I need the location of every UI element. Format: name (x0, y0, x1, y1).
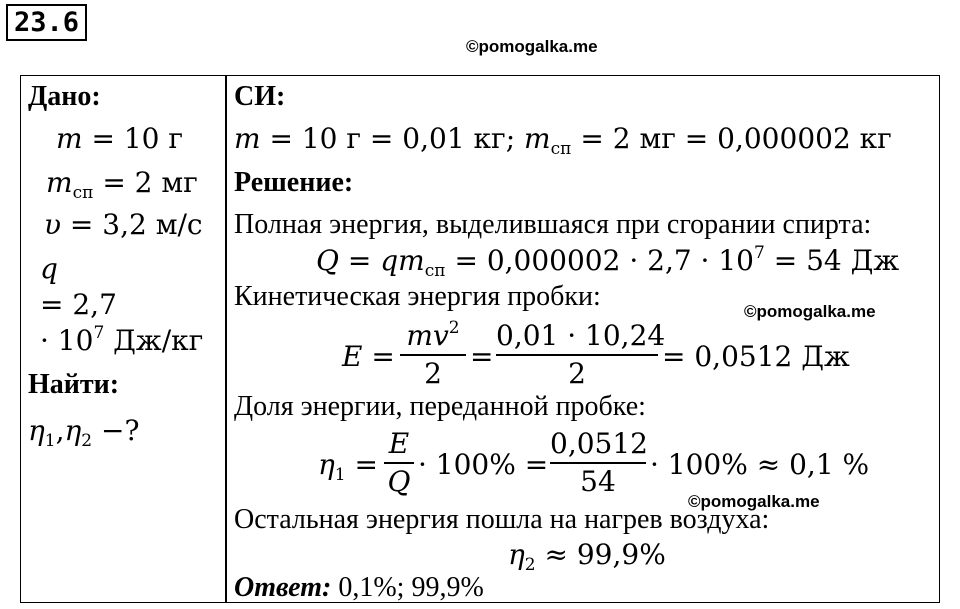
eq2-result: = 0,0512 Дж (662, 340, 850, 373)
eq3-middle: · 100% = (418, 448, 549, 481)
problem-number: 23.6 (6, 4, 87, 41)
given-mass: m = 10 г (56, 122, 184, 155)
eq2-fraction-1: $mv^2$ 2 (400, 320, 466, 390)
eq3-lhs: $\eta_1$ = (318, 448, 378, 485)
eq3-result: · 100% ≈ 0,1 % (650, 448, 870, 481)
eq2-lhs: E = (342, 340, 395, 373)
solution-line-4: Остальная энергия пошла на нагрев воздуха: (234, 504, 770, 535)
si-conversion: m = 10 г = 0,01 кг; $m_{сп} = 2$ мг = 0,000002 кг (234, 122, 892, 159)
solution-header: Решение: (234, 167, 354, 198)
solution-line-3: Доля энергии, переданной пробке: (234, 391, 646, 422)
find-header: Найти: (28, 369, 120, 400)
eq2-equals: = (470, 340, 494, 373)
column-divider (225, 75, 227, 603)
equation-eta2: $\eta_2 \approx 99,9\%$ (508, 538, 666, 575)
given-alcohol-mass: $m_{сп} = 2$ мг (46, 166, 198, 203)
equation-total-energy: $Q = qm_{сп} = 0,000002 \cdot 2,7 \cdot 10^7 = 54$ Дж (316, 243, 900, 281)
solution-line-1: Полная энергия, выделившаяся при сгорании спирта: (234, 209, 872, 240)
given-header: Дано: (28, 81, 101, 112)
solution-line-2: Кинетическая энергия пробки: (234, 281, 601, 312)
eq3-fraction-2: 0,0512 54 (550, 427, 648, 498)
eq2-fraction-2: 0,01 · 10,24 2 (496, 319, 666, 390)
given-q-value: = 2,7 (40, 288, 117, 321)
find-values: $\eta_1,\eta_2$ −? (28, 414, 140, 451)
si-header: СИ: (234, 81, 286, 112)
watermark-3: ©pomogalka.me (688, 492, 820, 511)
watermark: ©pomogalka.me (466, 37, 598, 56)
watermark-2: ©pomogalka.me (744, 302, 876, 321)
eq3-fraction-1: E Q (384, 428, 414, 498)
given-q-exponent: · $10^7$ Дж/кг (40, 323, 204, 357)
given-velocity: υ = 3,2 м/с (44, 208, 203, 241)
answer: Ответ: 0,1%; 99,9% (234, 572, 484, 603)
given-q-symbol: q (40, 252, 58, 285)
